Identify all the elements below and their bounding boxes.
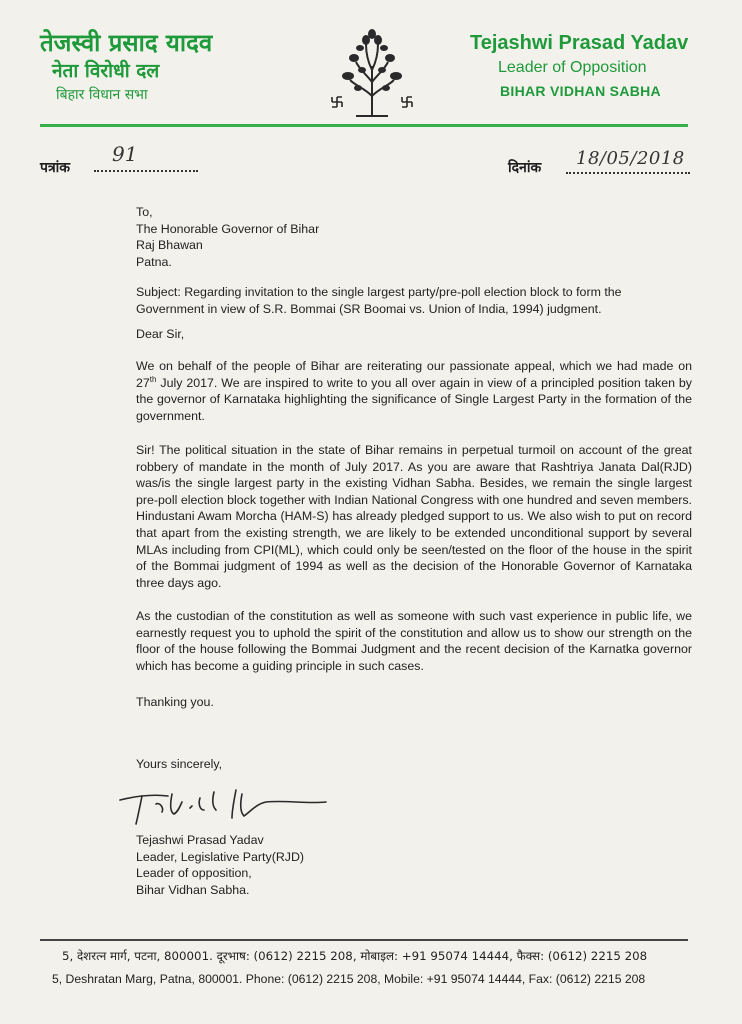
address-line-1: Raj Bhawan [136,238,203,253]
letterhead-hindi [40,28,260,106]
paragraph-1-superscript: th [149,374,157,384]
signatory-title-3: Bihar Vidhan Sabha. [136,882,250,897]
signatory-name: Tejashwi Prasad Yadav [136,833,264,847]
paragraph-2: Sir! The political situation in the state of Bihar remains in perpetual turmoil on account of the great robbery of mandate in the month of July 2017. As you are aware that Rashtriya Janata Dal(RJD) was/is the single largest party in the existing Vidhan Sabha. Besides, we remain the single largest pre-poll election block together with Indian National Congress with one hundred and seven members. Hindustani Awam Morcha (HAM-S) has already pledged support to us. We also wish to put on record that apart from the existing strength, we are likely to be extended unconditional support by several MLAs including from CPI(ML), which could only be seen/tested on the floor of the house in the spirit of the Bommai judgment of 1994 as well as the decision of the Honorable Governor of Karnataka three days ago. [136,443,692,590]
paragraph-1 [136,358,692,424]
date-dotted-line [566,172,690,174]
tree-emblem-icon [326,26,418,122]
thanks-line: Thanking you. [136,695,214,709]
signatory-title-2: Leader of opposition, [136,866,252,881]
paragraph-3: As the custodian of the constitution as well as someone with such vast experience in public life, we earnestly request you to uphold the spirit of the constitution and allow us to show our strength on the floor of the house following the Bommai Judgment and the recent decision of the Karnatka governor which has become a guiding principle in such cases. [136,609,692,673]
date-label: दिनांक [508,160,542,176]
hindi-name: तेजस्वी प्रसाद यादव [40,29,213,57]
signatory-block [136,832,692,898]
signatory-title-1: Leader, Legislative Party(RJD) [136,849,305,864]
subject [136,284,692,317]
subject-line-2: Government in view of S.R. Bommai (SR Boomai vs. Union of India, 1994) judgment. [136,301,602,316]
handwritten-signature [116,782,336,828]
english-house: BIHAR VIDHAN SABHA [500,83,661,99]
reference-label: पत्रांक [40,160,71,176]
subject-line-1: Subject: Regarding invitation to the single largest party/pre-poll election block to form the [136,285,622,299]
english-role: Leader of Opposition [498,59,647,76]
date-value: 18/05/2018 [576,148,685,169]
paragraph-1-end: July 2017. We are inspired to write to you all over again in view of a principled position taken by the governor of Karnataka highlighting the significance of Single Largest Party in the formation of the government. [136,375,692,423]
reference-dotted-line [94,170,198,172]
addressee: The Honorable Governor of Bihar [136,221,320,236]
footer-divider [40,939,688,941]
footer-english-address: 5, Deshratan Marg, Patna, 800001. Phone: (0612) 2215 208, Mobile: +91 95074 14444, Fax: (0612) 2215 208 [52,972,646,986]
reference-number: 91 [112,142,138,166]
english-name: Tejashwi Prasad Yadav [470,32,689,54]
letterhead-english [470,30,690,102]
recipient-address [136,204,692,270]
letterhead-divider [40,124,688,127]
salutation: Dear Sir, [136,327,185,341]
to-line: To, [136,205,153,219]
address-line-2: Patna. [136,254,172,269]
hindi-house: बिहार विधान सभा [56,87,148,103]
footer-hindi-address: 5, देशरत्न मार्ग, पटना, 800001. दूरभाष: (0612) 2215 208, मोबाइल: +91 95074 14444, फैक्स: (0612) 2215 208 [62,949,648,963]
hindi-role: नेता विरोधी दल [52,60,160,82]
paragraph-1-start: We on behalf of the people of Bihar are reiterating our passionate appeal, which we had made on 27 [136,359,692,390]
closing-line: Yours sincerely, [136,757,223,771]
